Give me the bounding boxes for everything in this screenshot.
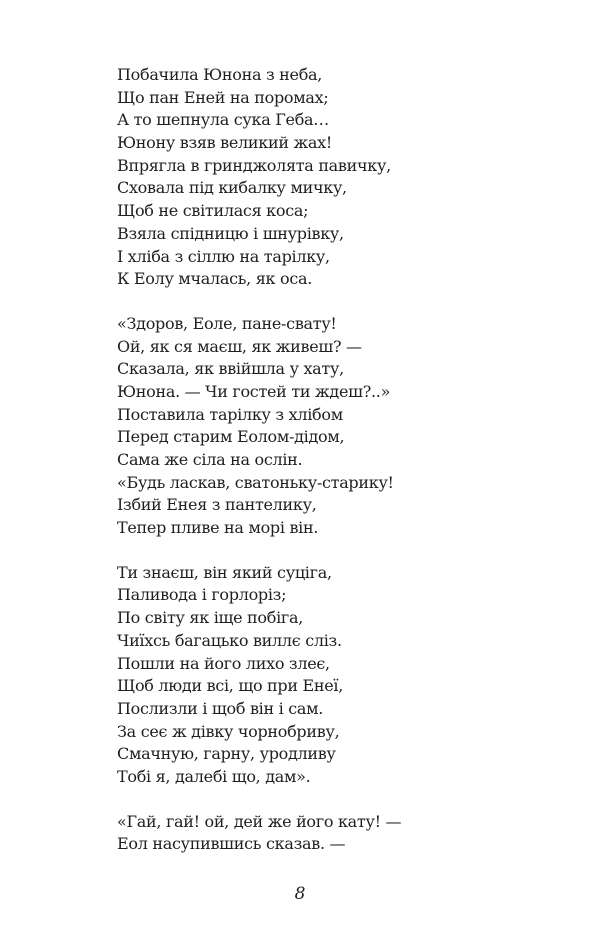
verse-line: Сказала, як ввійшла у хату,	[117, 359, 344, 379]
verse-line: Пошли на його лихо злеє,	[117, 653, 330, 673]
verse-line: Сама же сіла на ослін.	[117, 450, 303, 469]
verse-line: Побачила Юнона з неба,	[117, 65, 323, 84]
verse-line: Щоб люди всі, що при Енеї,	[117, 676, 344, 696]
verse-line: Ой, як ся маєш, як живеш? —	[117, 336, 362, 356]
verse-line: Юнона. — Чи гостей ти ждеш?..»	[117, 381, 391, 401]
verse-line: «Будь ласкав, сватоньку-старику!	[117, 472, 394, 492]
verse-line: Що пан Еней на поромах;	[117, 87, 329, 107]
page-number: 8	[294, 884, 306, 904]
stanza-4	[117, 811, 557, 856]
stanza-1	[117, 64, 557, 291]
verse-line: І хліба з сіллю на тарілку,	[117, 246, 330, 266]
verse-line: Чиїхсь багацько виллє сліз.	[117, 630, 342, 650]
verse-line: «Здоров, Еоле, пане-свату!	[117, 313, 337, 333]
verse-line: А то шепнула сука Геба…	[117, 110, 329, 130]
verse-line: По світу як іще побіга,	[117, 608, 303, 628]
verse-line: Послизли і щоб він і сам.	[117, 698, 324, 718]
verse-line: Поставила тарілку з хлібом	[117, 404, 343, 424]
verse-line: «Гай, гай! ой, дей же його кату! —	[117, 811, 402, 831]
verse-line: Еол насупившись сказав. —	[117, 834, 346, 854]
verse-line: Тобі я, далебі що, дам».	[117, 766, 311, 786]
poem-text	[117, 64, 557, 878]
verse-line: Сховала під кибалку мичку,	[117, 178, 347, 198]
stanza-2	[117, 313, 557, 540]
verse-line: Смачную, гарну, уродливу	[117, 744, 336, 764]
verse-line: Щоб не світилася коса;	[117, 201, 309, 221]
verse-line: Впрягла в гринджолята павичку,	[117, 155, 391, 175]
verse-line: Взяла спідницю і шнурівку,	[117, 223, 344, 243]
verse-line: К Еолу мчалась, як оса.	[117, 269, 313, 289]
verse-line: Ти знаєш, він який суціга,	[117, 562, 332, 582]
verse-line: Тепер пливе на морі він.	[117, 518, 319, 538]
verse-line: Паливода і горлоріз;	[117, 585, 287, 605]
verse-line: За сеє ж дівку чорнобриву,	[117, 721, 340, 741]
stanza-3	[117, 562, 557, 789]
verse-line: Ізбий Енея з пантелику,	[117, 495, 317, 515]
verse-line: Перед старим Еолом-дідом,	[117, 427, 345, 447]
verse-line: Юнону взяв великий жах!	[117, 133, 333, 153]
